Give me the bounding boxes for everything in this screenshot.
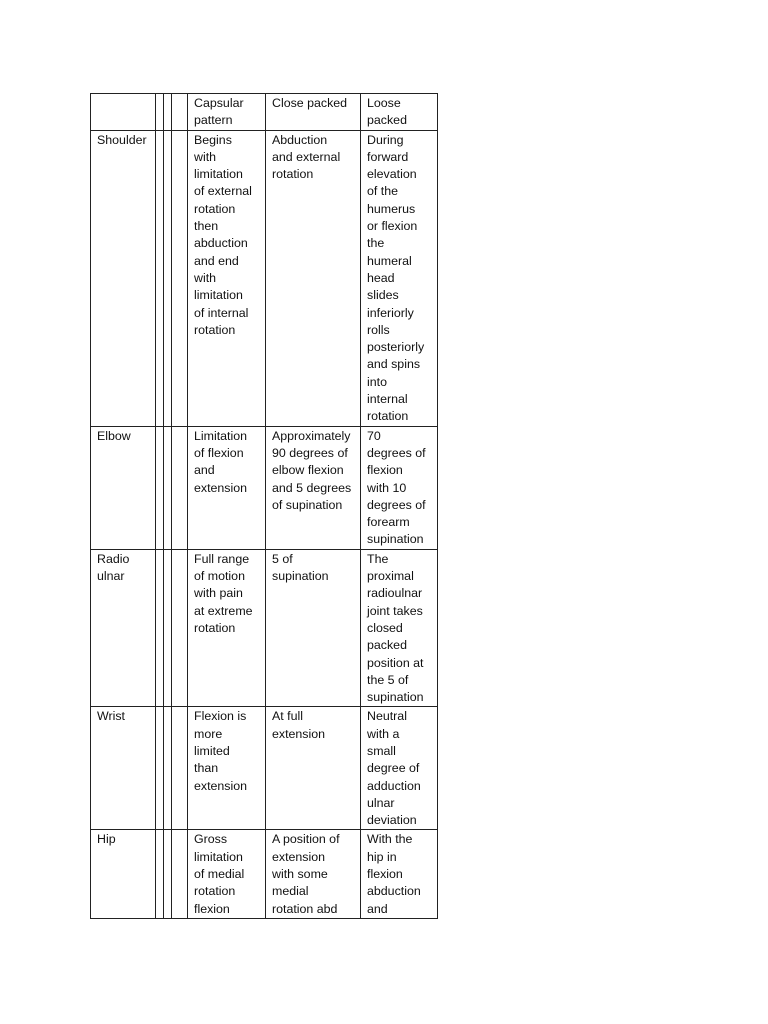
blank-cell bbox=[156, 549, 164, 707]
blank-cell bbox=[156, 426, 164, 549]
loose-packed-cell bbox=[361, 830, 438, 918]
loose-packed-cell bbox=[361, 549, 438, 707]
close-packed-cell bbox=[266, 426, 361, 549]
header-capsular-text: Capsular pattern bbox=[194, 96, 244, 128]
header-close-cell bbox=[266, 94, 361, 131]
capsular-cell bbox=[188, 426, 266, 549]
close-packed-text: 5 of supination bbox=[272, 551, 329, 584]
capsular-text: Flexion is more limited than extension bbox=[194, 709, 248, 793]
table-row bbox=[91, 707, 438, 830]
loose-packed-cell bbox=[361, 130, 438, 426]
blank-cell bbox=[172, 426, 188, 549]
joint-cell bbox=[91, 707, 156, 830]
joint-name: Radio ulnar bbox=[97, 551, 130, 584]
capsular-text: Full range of motion with pain at extreme rotation bbox=[194, 551, 253, 635]
header-loose-cell bbox=[361, 94, 438, 131]
blank-cell bbox=[164, 707, 172, 830]
close-packed-text: At full extension bbox=[272, 709, 326, 741]
loose-packed-text: 70 degrees of flexion with 10 degrees of forearm supination bbox=[367, 428, 426, 547]
loose-packed-cell bbox=[361, 707, 438, 830]
close-packed-cell bbox=[266, 707, 361, 830]
capsular-cell bbox=[188, 130, 266, 426]
joint-cell bbox=[91, 130, 156, 426]
close-packed-text: Abduction and external rotation bbox=[272, 132, 341, 182]
capsular-text: Begins with limitation of external rotation then abduction and end with limitation of internal rotation bbox=[194, 132, 252, 337]
close-packed-cell bbox=[266, 549, 361, 707]
header-capsular-cell bbox=[188, 94, 266, 131]
table-row bbox=[91, 549, 438, 707]
blank-cell bbox=[156, 830, 164, 918]
header-blank-cell bbox=[156, 94, 164, 131]
capsular-cell bbox=[188, 707, 266, 830]
blank-cell bbox=[156, 707, 164, 830]
table-row bbox=[91, 130, 438, 426]
close-packed-text: A position of extension with some medial rotation abd bbox=[272, 832, 340, 916]
blank-cell bbox=[156, 130, 164, 426]
loose-packed-cell bbox=[361, 426, 438, 549]
capsular-cell bbox=[188, 830, 266, 918]
table-header-row bbox=[91, 94, 438, 131]
blank-cell bbox=[164, 130, 172, 426]
joint-name: Elbow bbox=[97, 428, 131, 443]
loose-packed-text: During forward elevation of the humerus or flexion the humeral head slides inferiorly rolls posteriorly and spins into internal rotation bbox=[367, 132, 425, 424]
table-row bbox=[91, 830, 438, 918]
header-close-text: Close packed bbox=[272, 96, 348, 110]
blank-cell bbox=[172, 549, 188, 707]
blank-cell bbox=[172, 707, 188, 830]
blank-cell bbox=[164, 426, 172, 549]
joint-name: Hip bbox=[97, 832, 116, 847]
loose-packed-text: With the hip in flexion abduction and bbox=[367, 832, 421, 916]
capsular-text: Gross limitation of medial rotation flexion bbox=[194, 832, 245, 916]
joint-cell bbox=[91, 549, 156, 707]
joint-name: Wrist bbox=[97, 709, 125, 724]
close-packed-cell bbox=[266, 830, 361, 918]
header-blank-cell bbox=[164, 94, 172, 131]
joint-positions-table bbox=[90, 93, 438, 919]
close-packed-text: Approximately 90 degrees of elbow flexion and 5 degrees of supination bbox=[272, 428, 352, 512]
loose-packed-text: Neutral with a small degree of adduction ulnar deviation bbox=[367, 709, 421, 828]
header-blank-cell bbox=[172, 94, 188, 131]
joint-cell bbox=[91, 830, 156, 918]
capsular-cell bbox=[188, 549, 266, 707]
joint-cell bbox=[91, 426, 156, 549]
blank-cell bbox=[164, 549, 172, 707]
blank-cell bbox=[172, 130, 188, 426]
header-loose-text: Loose packed bbox=[367, 96, 407, 128]
close-packed-cell bbox=[266, 130, 361, 426]
joint-name: Shoulder bbox=[97, 132, 147, 147]
table-row bbox=[91, 426, 438, 549]
loose-packed-text: The proximal radioulnar joint takes closed packed position at the 5 of supination bbox=[367, 551, 424, 705]
blank-cell bbox=[164, 830, 172, 918]
header-joint-cell bbox=[91, 94, 156, 131]
capsular-text: Limitation of flexion and extension bbox=[194, 428, 248, 495]
blank-cell bbox=[172, 830, 188, 918]
